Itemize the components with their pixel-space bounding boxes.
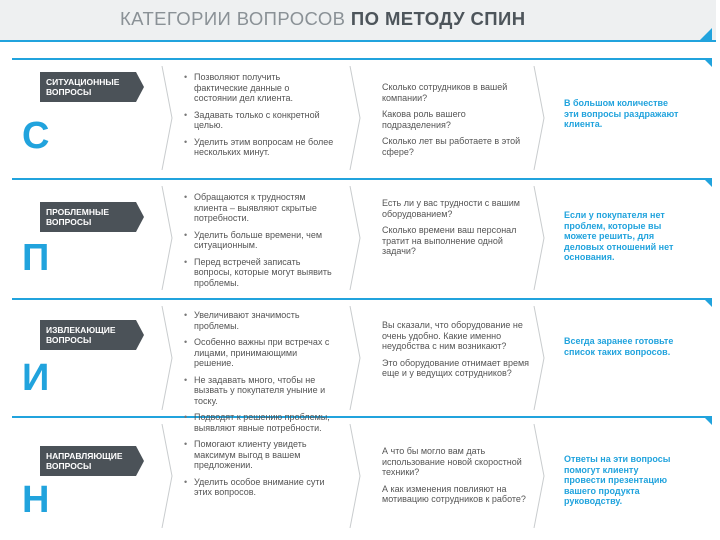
features-list <box>184 72 334 164</box>
category-letter: С <box>22 115 50 157</box>
feature-item: • Позволяют получить фактические данные о состоянии дел клиента. <box>184 72 334 104</box>
example-question: Сколько сотрудников в вашей компании? <box>382 82 508 103</box>
examples-list <box>382 320 532 385</box>
effect-note: Ответы на эти вопросы помогут клиенту провести презентацию вашего продукта руководству. <box>564 454 671 506</box>
examples-list <box>382 446 532 511</box>
feature-item: • Увеличивают значимость проблемы. <box>184 310 334 331</box>
category-label: НАПРАВЛЯЮЩИЕ ВОПРОСЫ <box>40 446 136 476</box>
row-notch-decoration <box>703 416 712 425</box>
feature-item: • Помогают клиенту увидеть максимум выгод в вашем предложении. <box>184 439 334 471</box>
example-question: Сколько лет вы работаете в этой сфере? <box>382 136 521 157</box>
effect-note: В большом количестве эти вопросы раздражают клиента. <box>564 98 679 129</box>
examples-list <box>382 198 532 263</box>
chevron-divider-icon <box>160 66 174 170</box>
category-letter: П <box>22 237 50 279</box>
feature-item: • Обращаются к трудностям клиента – выявляют скрытые потребности. <box>184 192 334 224</box>
chevron-divider-icon <box>160 186 174 290</box>
feature-item: • Уделить больше времени, чем ситуационным. <box>184 230 334 251</box>
example-question: А как изменения повлияют на мотивацию сотрудников к работе? <box>382 483 526 504</box>
page-header <box>0 0 716 42</box>
chevron-divider-icon <box>532 306 546 410</box>
feature-item: • Задавать только с конкретной целью. <box>184 110 334 131</box>
example-question: А что бы могло вам дать использование новой скоростной техники? <box>382 446 522 477</box>
effect-note: Всегда заранее готовьте список таких вопросов. <box>564 336 674 357</box>
category-label: ПРОБЛЕМНЫЕ ВОПРОСЫ <box>40 202 136 232</box>
category-letter: И <box>22 357 50 399</box>
header-corner-decoration <box>698 28 712 42</box>
example-question: Есть ли у вас трудности с вашим оборудованием? <box>382 198 520 219</box>
row-notch-decoration <box>703 58 712 67</box>
title-light: КАТЕГОРИИ ВОПРОСОВ <box>120 8 346 29</box>
feature-item: • Перед встречей записать вопросы, которые могут выявить проблемы. <box>184 257 334 289</box>
chevron-divider-icon <box>160 424 174 528</box>
page-title <box>120 8 525 30</box>
chevron-divider-icon <box>532 186 546 290</box>
feature-item: • Уделить особое внимание сути этих вопросов. <box>184 477 334 498</box>
chevron-divider-icon <box>532 66 546 170</box>
title-bold: ПО МЕТОДУ СПИН <box>350 8 526 29</box>
chevron-divider-icon <box>532 424 546 528</box>
example-question: Вы сказали, что оборудование не очень удобно. Какие именно неудобства с ним возникают? <box>382 320 523 351</box>
feature-item: • Уделить этим вопросам не более нескольких минут. <box>184 137 334 158</box>
feature-item: • Особенно важны при встречах с лицами, принимающими решение. <box>184 337 334 369</box>
feature-item: • Подводят к решению проблемы, выявляют явные потребности. <box>184 412 334 433</box>
chevron-divider-icon <box>348 306 362 410</box>
chevron-divider-icon <box>348 186 362 290</box>
features-list <box>184 310 334 412</box>
category-row-need-payoff <box>12 412 710 538</box>
example-question: Какова роль вашего подразделения? <box>382 109 466 130</box>
effect-note: Если у покупателя нет проблем, которые вы можете решить, для деловых отношений нет основания. <box>564 210 674 262</box>
example-question: Это оборудование отнимает время еще и у ведущих сотрудников? <box>382 357 530 378</box>
chevron-divider-icon <box>348 424 362 528</box>
category-row-situational <box>12 58 710 172</box>
example-question: Сколько времени ваш персонал тратит на выполнение одной задачи? <box>382 225 517 256</box>
feature-item: • Не задавать много, чтобы не вызвать у покупателя уныние и тоску. <box>184 375 334 407</box>
category-row-implication <box>12 298 710 410</box>
row-notch-decoration <box>703 178 712 187</box>
features-list <box>184 412 334 504</box>
category-letter: Н <box>22 479 50 521</box>
features-list <box>184 192 334 294</box>
chevron-divider-icon <box>348 66 362 170</box>
category-label: СИТУАЦИОННЫЕ ВОПРОСЫ <box>40 72 136 102</box>
examples-list <box>382 82 532 163</box>
category-label: ИЗВЛЕКАЮЩИЕ ВОПРОСЫ <box>40 320 136 350</box>
row-notch-decoration <box>703 298 712 307</box>
chevron-divider-icon <box>160 306 174 410</box>
category-row-problem <box>12 178 710 294</box>
